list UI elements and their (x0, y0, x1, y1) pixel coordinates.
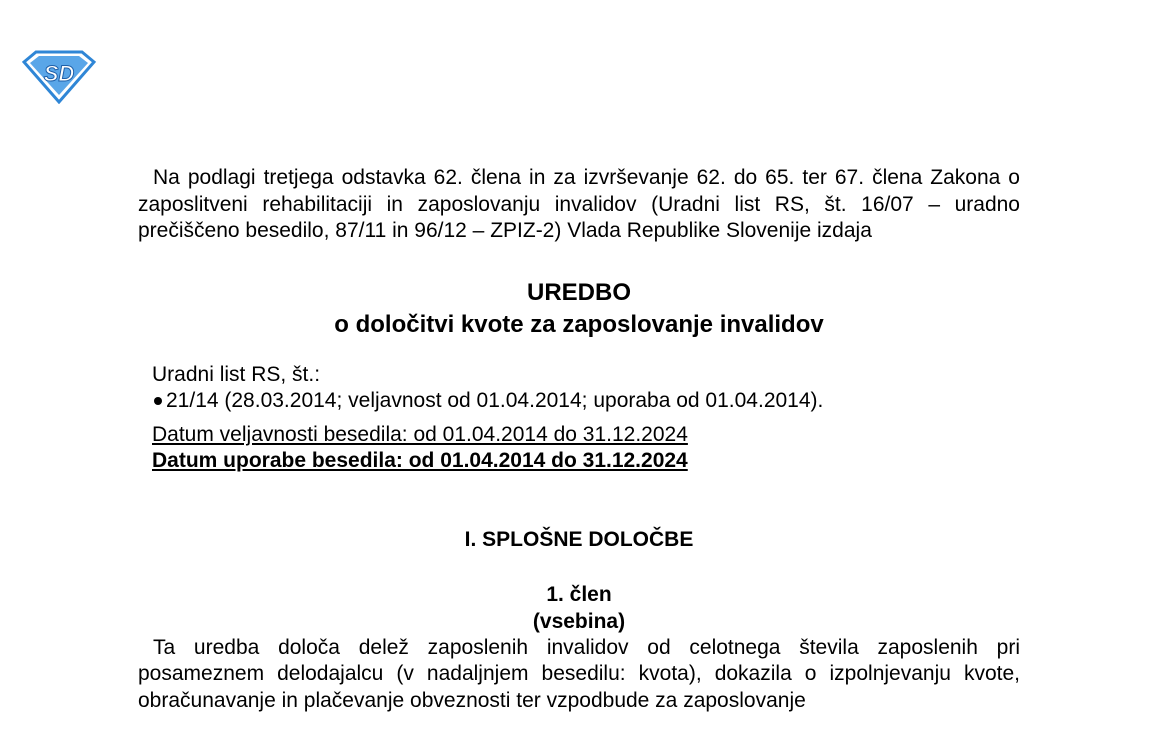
article-number: 1. člen (546, 582, 612, 606)
document-title-line2: o določitvi kvote za zaposlovanje invalidov (334, 310, 824, 338)
usage-date: Datum uporabe besedila: od 01.04.2014 do 31.12.2024 (152, 448, 688, 472)
gazette-entry: 21/14 (28.03.2014; veljavnost od 01.04.2014; uporaba od 01.04.2014). (166, 389, 824, 412)
logo-text: SD (43, 61, 75, 86)
document-title (138, 277, 1020, 341)
document-page (138, 165, 1020, 714)
sd-shield-logo-icon (22, 48, 96, 104)
gazette-label: Uradni list RS, št.: (152, 362, 321, 386)
intro-paragraph: Na podlagi tretjega odstavka 62. člena in za izvrševanje 62. do 65. ter 67. člena Zakona o zaposlitveni rehabilitaciji in zaposlovanju invalidov (Uradni list RS, št. 16/07 – uradno prečiščeno besedilo, 87/11 in 96/12 – ZPIZ-2) Vlada Republike Slovenije izdaja (138, 166, 1020, 242)
document-title-line1: UREDBO (526, 278, 631, 306)
gazette-info (138, 362, 1020, 415)
article-subject: (vsebina) (532, 609, 626, 633)
article-text: Ta uredba določa delež zaposlenih invalidov od celotnega števila zaposlenih pri posameznem delodajalcu (v nadaljnjem besedilu: kvota), dokazila o izpolnjevanju kvote, obračunavanje in plačevanje obveznosti ter vzpodbude za zaposlovanje (138, 635, 1020, 712)
article-heading (138, 581, 1020, 635)
validity-date: Datum veljavnosti besedila: od 01.04.2014 do 31.12.2024 (152, 422, 688, 446)
gazette-entry-row (152, 388, 1020, 415)
bullet-icon (154, 397, 162, 405)
section-title: I. SPLOŠNE DOLOČBE (464, 527, 694, 551)
text-dates (138, 422, 1020, 474)
